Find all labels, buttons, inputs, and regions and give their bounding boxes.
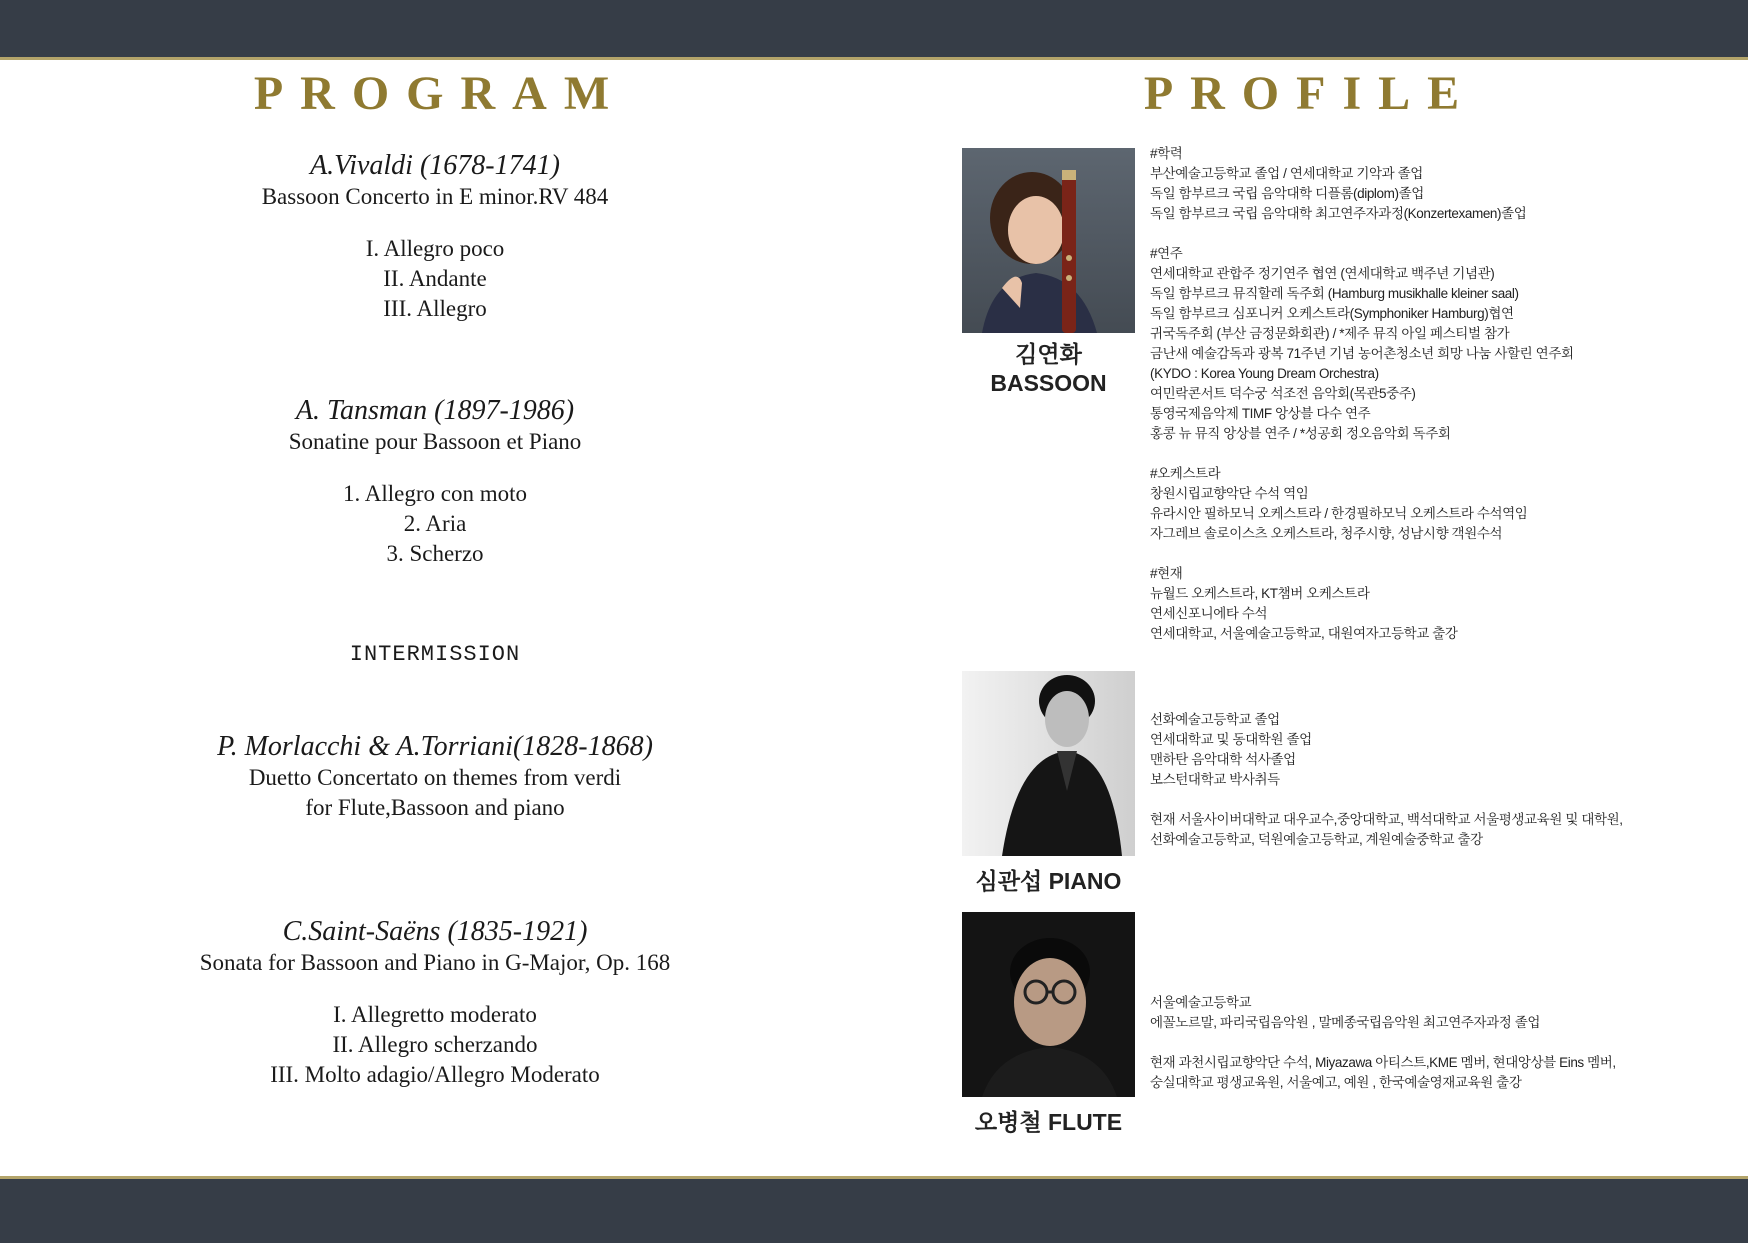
movement: 1. Allegro con moto <box>343 481 527 506</box>
performer-name: 김연화 <box>1015 341 1082 367</box>
bio-line: 창원시립교향악단 수석 역임 <box>1150 486 1309 501</box>
bio-line: 독일 함부르크 뮤직할레 독주회 (Hamburg musikhalle kleiner saal) <box>1150 286 1519 301</box>
profile-heading: PROFILE <box>1143 67 1477 120</box>
bio-line: 독일 함부르크 국립 음악대학 최고연주자과정(Konzertexamen)졸업 <box>1150 206 1527 221</box>
bio-line: 서울예술고등학교 <box>1150 995 1252 1010</box>
bio-line: 맨하탄 음악대학 석사졸업 <box>1150 752 1296 767</box>
top-banner <box>0 0 1748 60</box>
bassoonist-caption <box>940 340 1157 398</box>
bio-line: 연세신포니에타 수석 <box>1150 606 1268 621</box>
work-title: Duetto Concertato on themes from verdi <box>248 765 622 790</box>
bio-line: #오케스트라 <box>1150 466 1221 481</box>
pianist-bio <box>1150 710 1710 850</box>
pianist-photo <box>962 671 1135 856</box>
bio-line: 연세대학교 관합주 정기연주 협연 (연세대학교 백주년 기념관) <box>1150 266 1495 281</box>
program-piece <box>120 150 750 324</box>
bassoonist-bio <box>1150 144 1710 644</box>
bio-line: 숭실대학교 평생교육원, 서울예고, 예원 , 한국예술영재교육원 출강 <box>1150 1075 1522 1090</box>
movement: I. Allegro poco <box>365 236 505 261</box>
bio-line: 귀국독주회 (부산 금정문화회관) / *제주 뮤직 아일 페스티벌 참가 <box>1150 326 1510 341</box>
bottom-banner <box>0 1176 1748 1243</box>
bio-line: 금난새 예술감독과 광복 71주년 기념 농어촌청소년 희망 나눔 사할린 연주회 <box>1150 346 1574 361</box>
bio-spacer <box>1150 544 1710 564</box>
work-title: for Flute,Bassoon and piano <box>305 795 565 820</box>
movement: II. Allegro scherzando <box>332 1032 538 1057</box>
bio-line: 독일 함부르크 심포니커 오케스트라(Symphoniker Hamburg)협연 <box>1150 306 1514 321</box>
bio-line: 유라시안 필하모닉 오케스트라 / 한경필하모닉 오케스트라 수석역임 <box>1150 506 1528 521</box>
movement-list <box>120 1000 750 1090</box>
composer: C.Saint-Saëns (1835-1921) <box>282 916 588 947</box>
program-piece <box>120 731 750 823</box>
bio-spacer <box>1150 224 1710 244</box>
bio-spacer <box>1150 790 1710 810</box>
bio-line: 보스턴대학교 박사취득 <box>1150 772 1280 787</box>
flutist-bio <box>1150 993 1710 1093</box>
bio-line: #현재 <box>1150 566 1183 581</box>
bio-line: #연주 <box>1150 246 1183 261</box>
movement: II. Andante <box>383 266 487 291</box>
bio-line: #학력 <box>1150 146 1183 161</box>
movement-list <box>120 234 750 324</box>
bio-line: 연세대학교, 서울예술고등학교, 대원여자고등학교 출강 <box>1150 626 1458 641</box>
performer-name: 오병철 FLUTE <box>974 1109 1123 1135</box>
intermission-label: INTERMISSION <box>349 642 521 667</box>
program-piece <box>120 916 750 1090</box>
movement: I. Allegretto moderato <box>333 1002 537 1027</box>
work-title: Sonatine pour Bassoon et Piano <box>288 429 582 454</box>
movement: III. Allegro <box>383 296 487 321</box>
movement: 3. Scherzo <box>386 541 484 566</box>
composer: A.Vivaldi (1678-1741) <box>310 150 560 181</box>
bio-line: 현재 서울사이버대학교 대우교수,중앙대학교, 백석대학교 서울평생교육원 및 대학원, <box>1150 812 1623 827</box>
bio-spacer <box>1150 1033 1710 1053</box>
bio-line: 자그레브 솔로이스츠 오케스트라, 청주시향, 성남시향 객원수석 <box>1150 526 1503 541</box>
movement: III. Molto adagio/Allegro Moderato <box>270 1062 600 1087</box>
bio-line: 에꼴노르말, 파리국립음악원 , 말메종국립음악원 최고연주자과정 졸업 <box>1150 1015 1541 1030</box>
bio-line: 통영국제음악제 TIMF 앙상블 다수 연주 <box>1150 406 1371 421</box>
performer-instrument: BASSOON <box>990 370 1107 396</box>
bio-line: 홍콩 뉴 뮤직 앙상블 연주 / *성공회 정오음악회 독주회 <box>1150 426 1451 441</box>
movement: 2. Aria <box>403 511 467 536</box>
bio-line: 독일 함부르크 국립 음악대학 디플롬(diplom)졸업 <box>1150 186 1424 201</box>
bio-line: 현재 과천시립교향악단 수석, Miyazawa 아티스트,KME 멤버, 현대앙상블 Eins 멤버, <box>1150 1055 1616 1070</box>
pianist-caption <box>940 867 1157 896</box>
bassoonist-photo <box>962 148 1135 333</box>
composer: A. Tansman (1897-1986) <box>295 395 575 426</box>
composer: P. Morlacchi & A.Torriani(1828-1868) <box>217 731 653 762</box>
bio-line: 여민락콘서트 덕수궁 석조전 음악회(목관5중주) <box>1150 386 1416 401</box>
work-title: Sonata for Bassoon and Piano in G-Major, Op. 168 <box>199 950 671 975</box>
flutist-photo <box>962 912 1135 1097</box>
work-title: Bassoon Concerto in E minor.RV 484 <box>261 184 609 209</box>
bio-spacer <box>1150 444 1710 464</box>
bio-line: 선화예술고등학교, 덕원예술고등학교, 계원예술중학교 출강 <box>1150 832 1483 847</box>
movement-list <box>120 479 750 569</box>
flutist-caption <box>940 1108 1157 1137</box>
bio-line: 연세대학교 및 동대학원 졸업 <box>1150 732 1312 747</box>
bio-line: 부산예술고등학교 졸업 / 연세대학교 기악과 졸업 <box>1150 166 1423 181</box>
program-heading: PROGRAM <box>253 67 627 120</box>
performer-name: 심관섭 PIANO <box>975 868 1122 894</box>
program-piece <box>120 395 750 569</box>
bio-line: 뉴월드 오케스트라, KT챔버 오케스트라 <box>1150 586 1370 601</box>
bio-line: (KYDO : Korea Young Dream Orchestra) <box>1150 366 1379 381</box>
bio-line: 선화예술고등학교 졸업 <box>1150 712 1280 727</box>
